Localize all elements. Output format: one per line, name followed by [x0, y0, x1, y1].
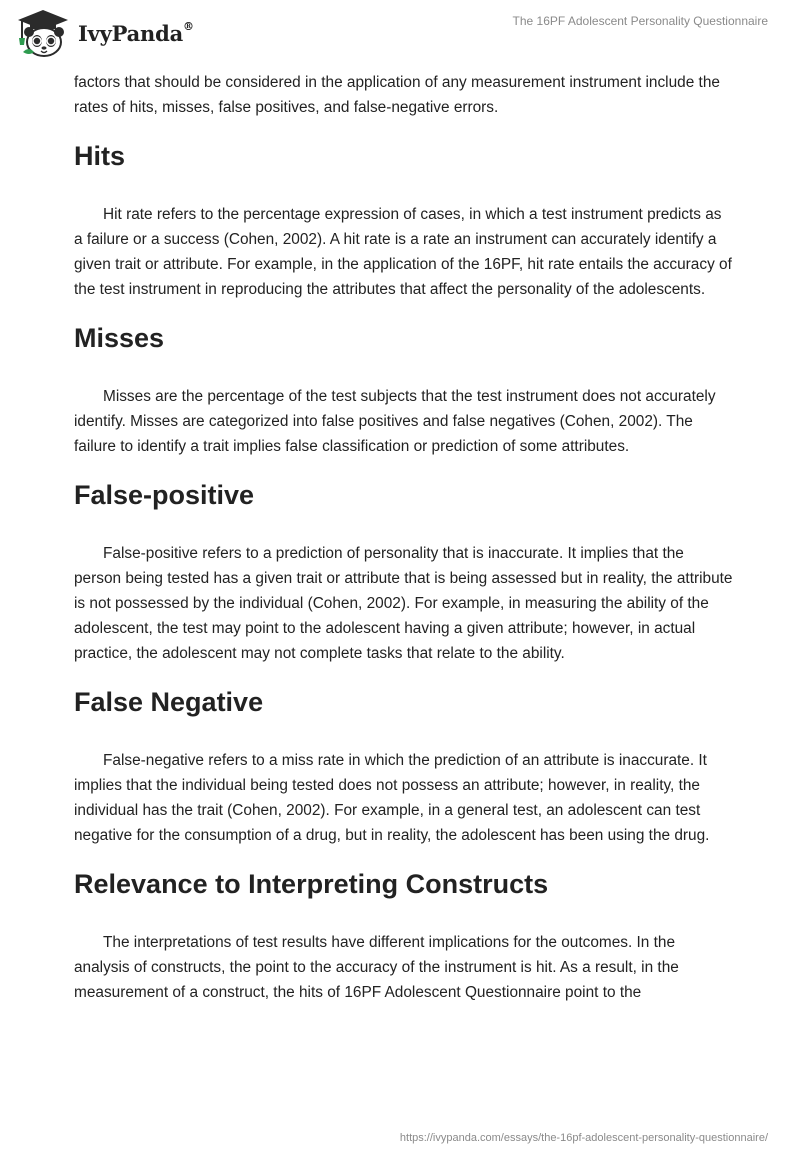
registered-mark: ® [183, 19, 194, 33]
essay-content [74, 70, 734, 1005]
section-paragraph-false-positive: False-positive refers to a prediction of personality that is inaccurate. It implies that the person being tested has a given trait or attribute that is being assessed but in reality, the attribute is not possessed by the individual (Cohen, 2002). For example, in measuring the ability of the adolescent, the test may point to the adolescent having a given attribute; however, in actual practice, the adolescent may not complete tasks that relate to the ability. [74, 545, 733, 662]
panda-graduate-icon [14, 8, 72, 58]
section-heading-relevance: Relevance to Interpreting Constructs [74, 869, 549, 899]
source-url[interactable]: https://ivypanda.com/essays/the-16pf-adolescent-personality-questionnaire/ [399, 1132, 768, 1144]
brand-name [78, 21, 194, 46]
section-heading-misses: Misses [74, 323, 165, 353]
section-paragraph-misses: Misses are the percentage of the test subjects that the test instrument does not accurately identify. Misses are categorized into false positives and false negatives (Cohen, 2002). The failure to identify a trait implies false classification or prediction of some attributes. [74, 388, 716, 455]
section-paragraph-hits: Hit rate refers to the percentage expression of cases, in which a test instrument predicts as a failure or a success (Cohen, 2002). A hit rate is a rate an instrument can accurately identify a given trait or attribute. For example, in the application of the 16PF, hit rate entails the accuracy of the test instrument in reproducing the attributes that affect the personality of the adolescents. [74, 206, 732, 298]
section-heading-false-negative: False Negative [74, 687, 264, 717]
section-heading-false-positive: False-positive [74, 480, 255, 510]
section-heading-hits: Hits [74, 141, 126, 171]
section-paragraph-relevance: The interpretations of test results have different implications for the outcomes. In the analysis of constructs, the point to the accuracy of the instrument is hit. As a result, in the measurement of a construct, the hits of 16PF Adolescent Questionnaire point to the [74, 934, 679, 1001]
section-paragraph-false-negative: False-negative refers to a miss rate in which the prediction of an attribute is inaccurate. It implies that the individual being tested does not possess an attribute; however, in reality, the individual has the trait (Cohen, 2002). For example, in a general test, an adolescent can test negative for the consumption of a drug, but in reality, the adolescent has been using the drug. [74, 752, 710, 844]
brand-text: IvyPanda [78, 20, 184, 46]
document-title: The 16PF Adolescent Personality Questionnaire [512, 14, 768, 28]
ivypanda-logo[interactable] [14, 8, 194, 58]
page-header [0, 0, 800, 64]
lead-paragraph: factors that should be considered in the application of any measurement instrument include the rates of hits, misses, false positives, and false-negative errors. [74, 74, 720, 116]
